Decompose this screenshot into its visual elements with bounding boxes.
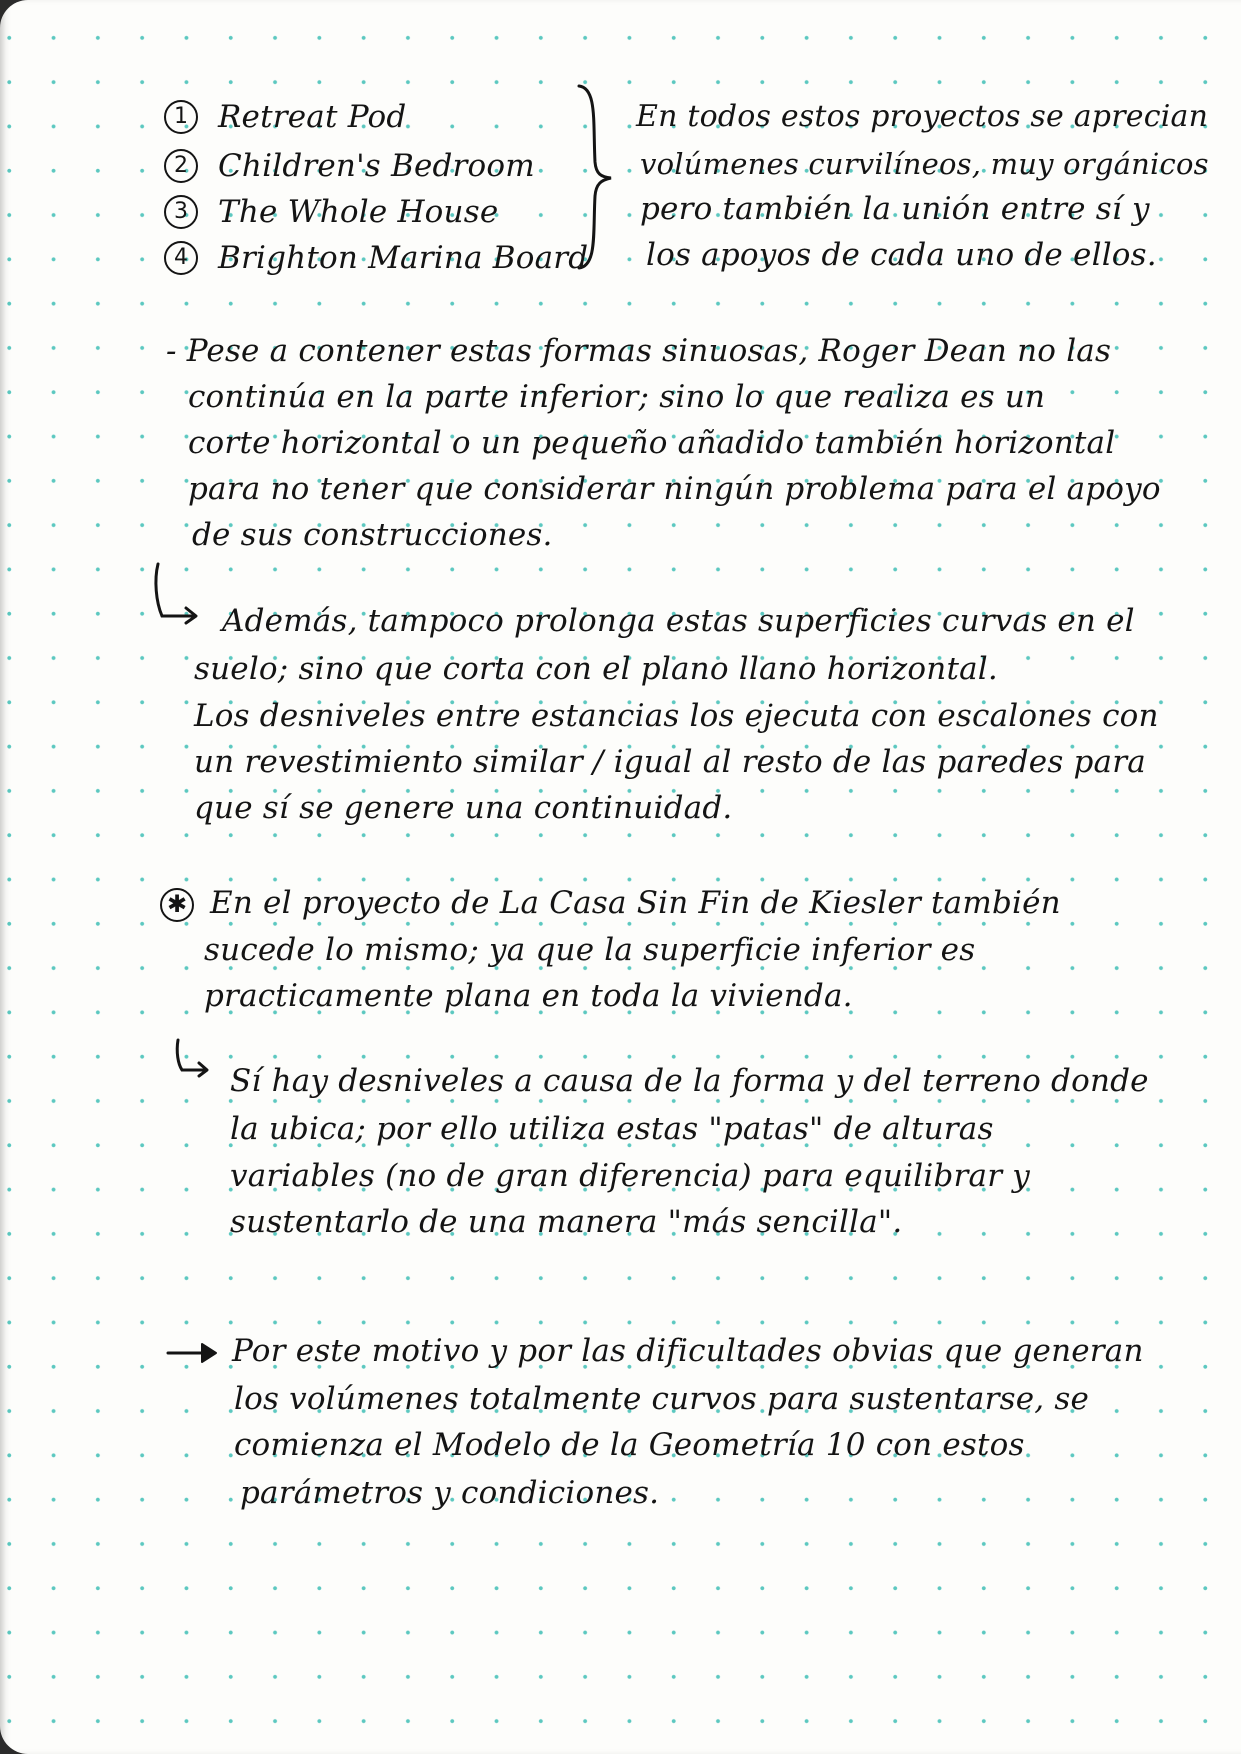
paragraph-2-line-5: que sí se genere una continuidad. — [194, 790, 733, 826]
paragraph-1-line-2: continúa en la parte inferior; sino lo que realiza es un — [188, 379, 1046, 415]
number-circle-1: 1 — [164, 100, 198, 134]
project-name-1: Retreat Pod — [218, 99, 407, 135]
paragraph-2-line-1: Además, tampoco prolonga estas superficies curvas en el — [222, 603, 1135, 639]
paragraph-4-line-4: sustentarlo de una manera "más sencilla". — [230, 1204, 903, 1240]
asterisk-bullet-icon: ✱ — [160, 888, 194, 922]
projects-note-line-1: En todos estos proyectos se aprecian — [636, 99, 1209, 134]
paragraph-4-line-2: la ubica; por ello utiliza estas "patas" de alturas — [230, 1111, 994, 1147]
projects-note-line-2: volúmenes curvilíneos, muy orgánicos — [640, 147, 1209, 181]
hook-arrow-icon — [148, 560, 208, 630]
hook-arrow-icon — [170, 1036, 220, 1086]
paragraph-1-line-4: para no tener que considerar ningún problema para el apoyo — [188, 471, 1161, 507]
number-circle-4: 4 — [164, 241, 198, 275]
paragraph-3-line-2: sucede lo mismo; ya que la superficie inferior es — [204, 932, 976, 968]
paragraph-3-line-1: En el proyecto de La Casa Sin Fin de Kiesler también — [210, 885, 1061, 921]
paragraph-5-line-4: parámetros y condiciones. — [240, 1475, 660, 1511]
paragraph-3-line-3: practicamente plana en toda la vivienda. — [204, 978, 853, 1014]
project-name-3: The Whole House — [218, 194, 499, 230]
paragraph-5-line-3: comienza el Modelo de la Geometría 10 con estos — [234, 1427, 1025, 1463]
curly-brace-icon — [575, 82, 615, 272]
paragraph-2-line-4: un revestimiento similar / igual al resto de las paredes para — [194, 744, 1146, 780]
number-circle-2: 2 — [164, 149, 198, 183]
paragraph-5-line-2: los volúmenes totalmente curvos para sustentarse, se — [234, 1381, 1090, 1417]
projects-note-line-3: pero también la unión entre sí y — [640, 191, 1150, 227]
paragraph-4-line-1: Sí hay desniveles a causa de la forma y del terreno donde — [230, 1063, 1149, 1099]
project-name-4: Brighton Marina Board — [218, 240, 589, 276]
paragraph-4-line-3: variables (no de gran diferencia) para equilibrar y — [230, 1158, 1030, 1194]
paragraph-5-line-1: Por este motivo y por las dificultades obvias que generan — [232, 1333, 1144, 1369]
paragraph-1-line-3: corte horizontal o un pequeño añadido también horizontal — [188, 425, 1116, 461]
projects-note-line-4: los apoyos de cada uno de ellos. — [646, 237, 1157, 273]
paragraph-2-line-3: Los desniveles entre estancias los ejecuta con escalones con — [194, 698, 1159, 734]
project-name-2: Children's Bedroom — [218, 148, 535, 184]
right-arrow-icon — [166, 1340, 222, 1366]
number-circle-3: 3 — [164, 195, 198, 229]
paragraph-2-line-2: suelo; sino que corta con el plano llano horizontal. — [194, 651, 998, 687]
paragraph-1-line-5: de sus construcciones. — [192, 517, 553, 553]
paragraph-1-line-1: - Pese a contener estas formas sinuosas, Roger Dean no las — [166, 333, 1112, 369]
